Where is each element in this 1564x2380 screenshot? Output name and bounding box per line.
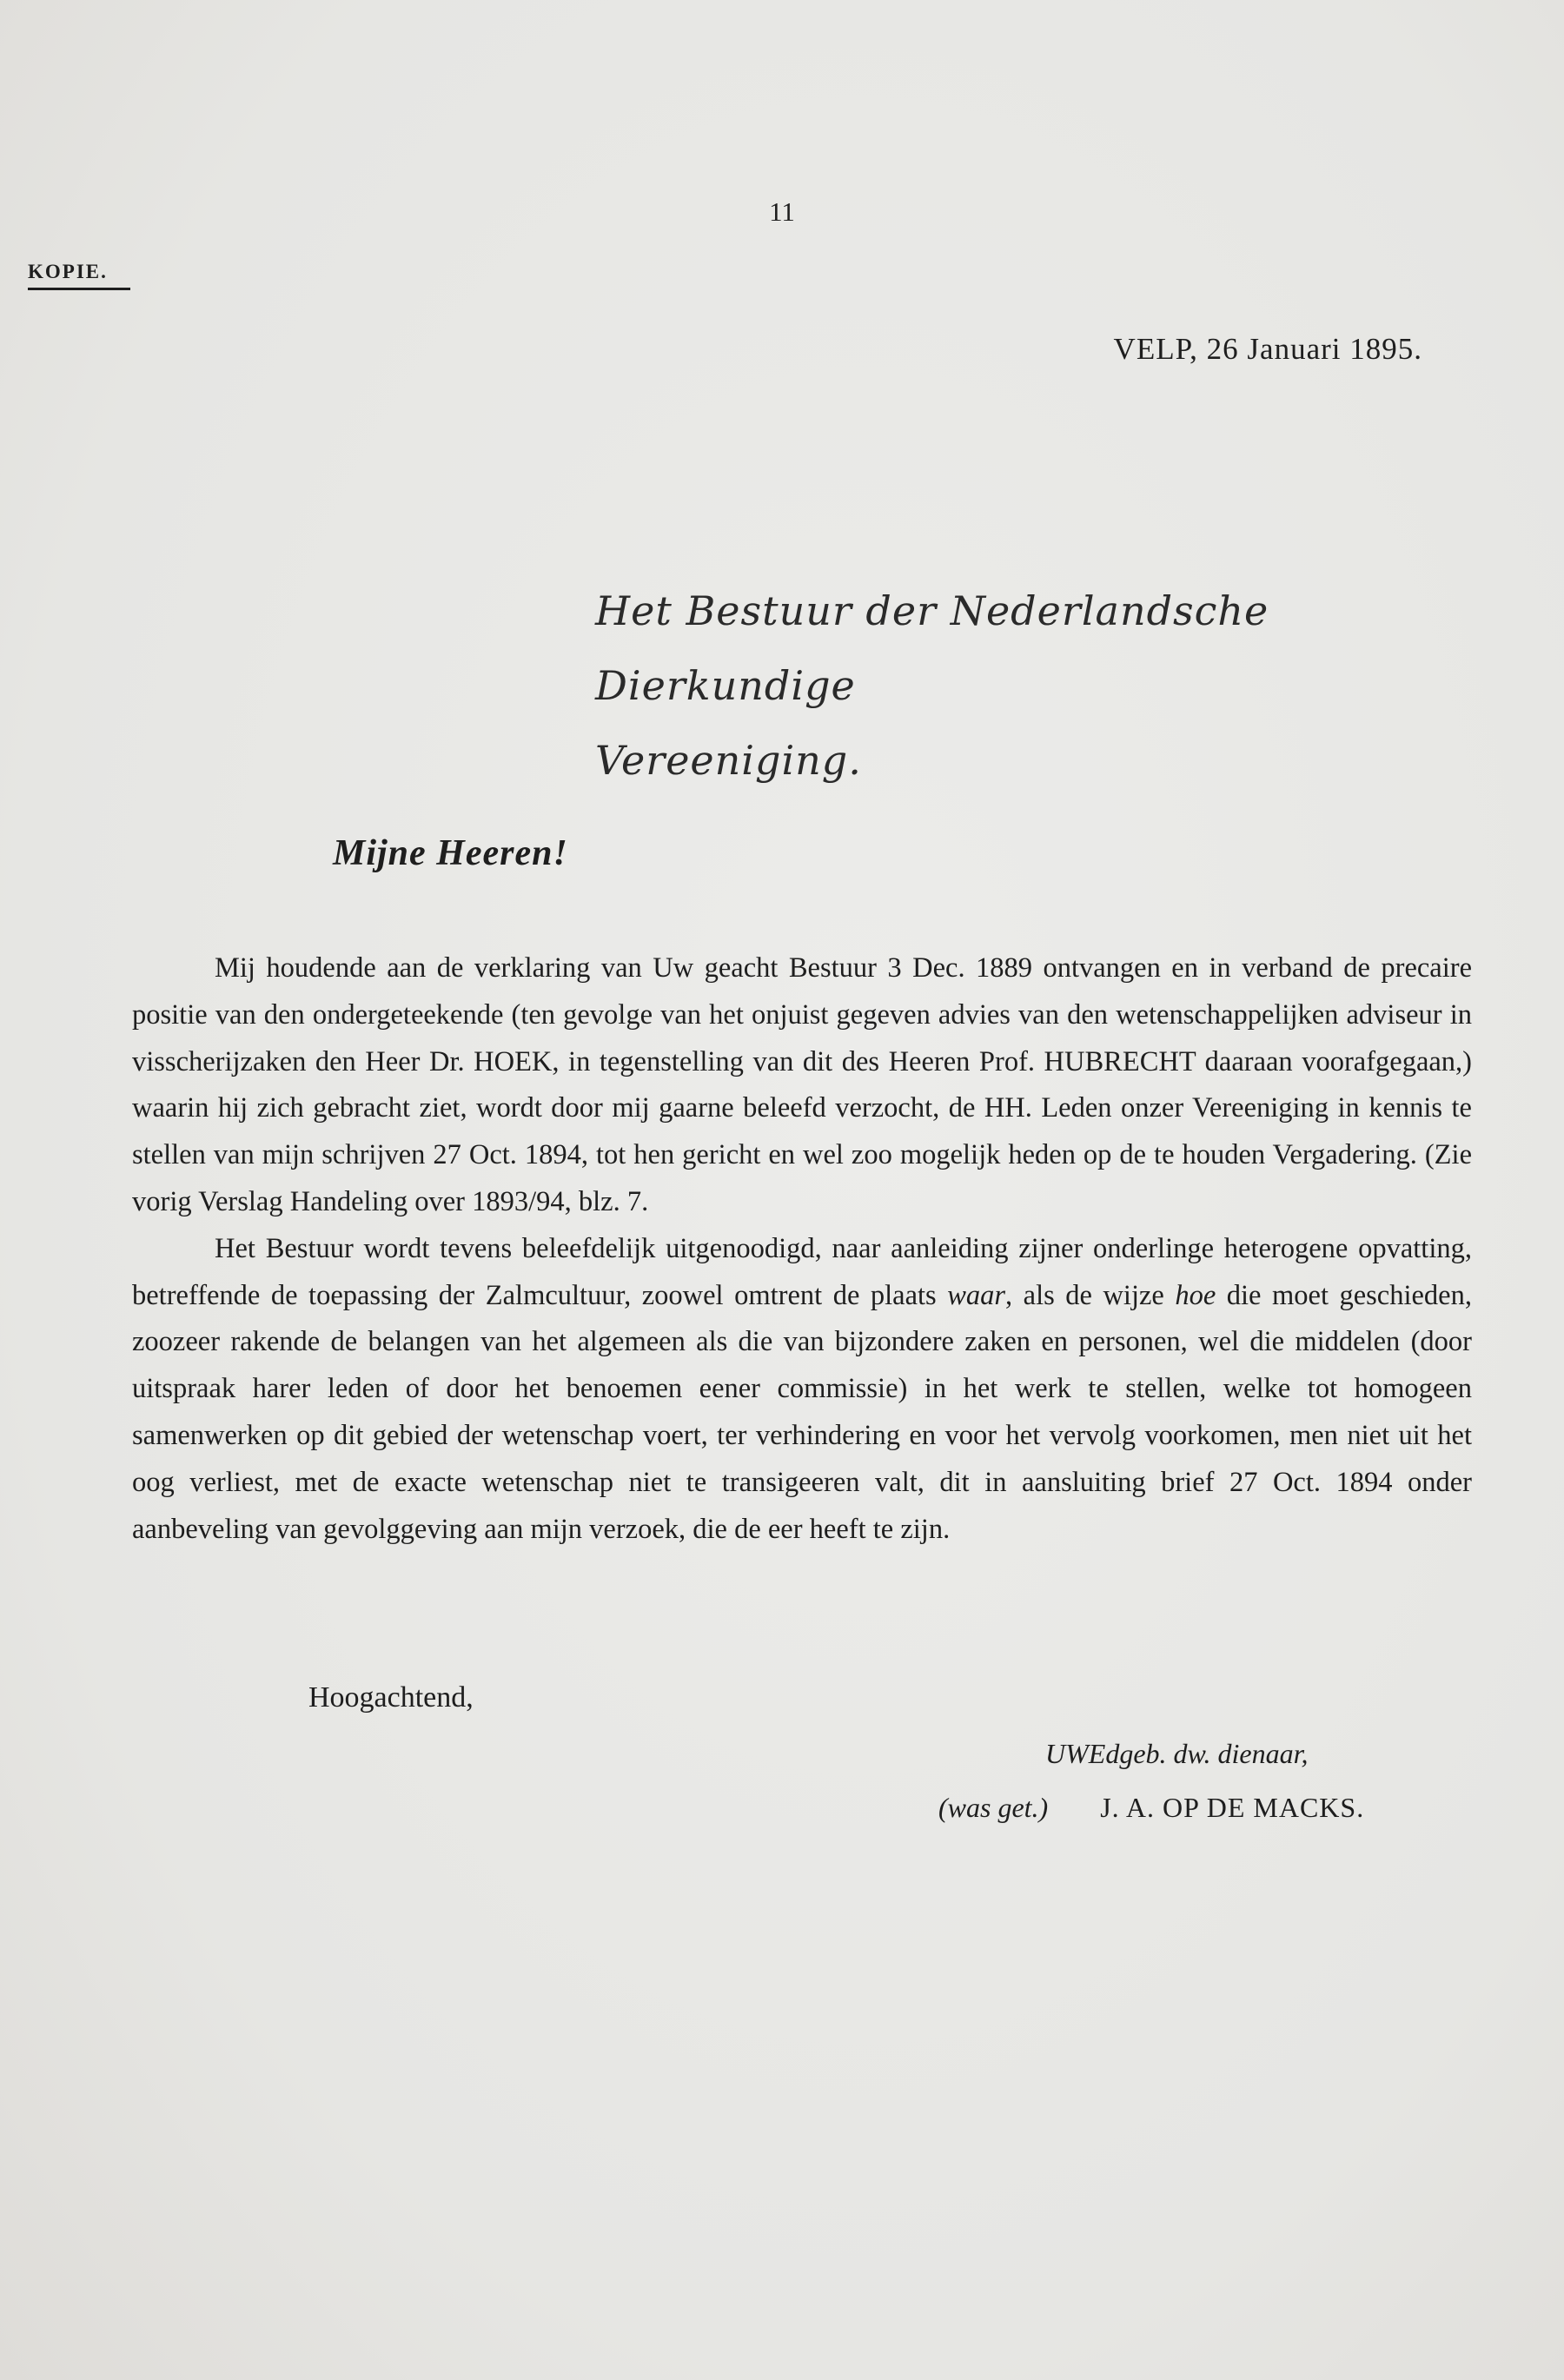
closing: Hoogachtend, — [308, 1681, 474, 1714]
addressee-line-1: Het Bestuur der Nederlandsche Dierkundige — [595, 587, 1269, 709]
emphasis-waar: waar — [947, 1279, 1006, 1311]
paragraph-2-part-b: , als de wijze — [1005, 1279, 1176, 1311]
salutation: Mijne Heeren! — [333, 833, 568, 873]
paragraph-2-part-a: Het Bestuur wordt tevens beleefdelijk uitgenoodigd, naar aanleiding zijner onderlinge heterogene opvatting, betreffende de toepassing der Zalmcultuur, zoowel omtrent de plaats — [132, 1232, 1472, 1311]
paragraph-2 — [132, 1226, 1472, 1554]
signature-name: J. A. OP DE MACKS. — [1100, 1792, 1365, 1823]
place-date: VELP, 26 Januari 1895. — [1113, 332, 1422, 366]
paragraph-2-part-c: die moet geschieden, zoozeer rakende de belangen van het algemeen als die van bijzondere zaken en personen, wel die middelen (door uitspraak harer leden of door het benoemen eener commissie) in het werk te stellen, welke tot homogeen samenwerken op dit gebied der wetenschap voert, ter verhindering en voor het vervolg voorkomen, men niet uit het oog verliest, met de exacte wetenschap niet te transigeeren valt, dit in aansluiting brief 27 Oct. 1894 onder aanbeveling van gevolggeving aan mijn verzoek, die de eer heeft te zijn. — [132, 1279, 1472, 1545]
letter-body — [132, 945, 1472, 1553]
addressee-line-2: Vereeniging. — [595, 737, 862, 784]
page-number: 11 — [769, 196, 795, 227]
copy-stamp: KOPIE. — [28, 261, 130, 290]
signoff: UWEdgeb. dw. dienaar, — [1045, 1738, 1309, 1769]
paragraph-1: Mij houdende aan de verklaring van Uw geacht Bestuur 3 Dec. 1889 ontvangen en in verband de precaire positie van den ondergeteekende (ten gevolge van het onjuist gegeven advies van den wetenschappelijken adviseur in visscherijzaken den Heer Dr. HOEK, in tegenstelling van dit des Heeren Prof. HUBRECHT daaraan voorafgegaan,) waarin hij zich gebracht ziet, wordt door mij gaarne beleefd verzocht, de HH. Leden onzer Vereeniging in kennis te stellen van mijn schrijven 27 Oct. 1894, tot hen gericht en wel zoo mogelijk heden op de te houden Vergadering. (Zie vorig Verslag Handeling over 1893/94, blz. 7. — [132, 952, 1472, 1217]
addressee — [595, 573, 1516, 798]
was-get-note: (was get.) — [938, 1792, 1049, 1823]
signature-line — [938, 1792, 1364, 1824]
emphasis-hoe: hoe — [1175, 1279, 1216, 1311]
